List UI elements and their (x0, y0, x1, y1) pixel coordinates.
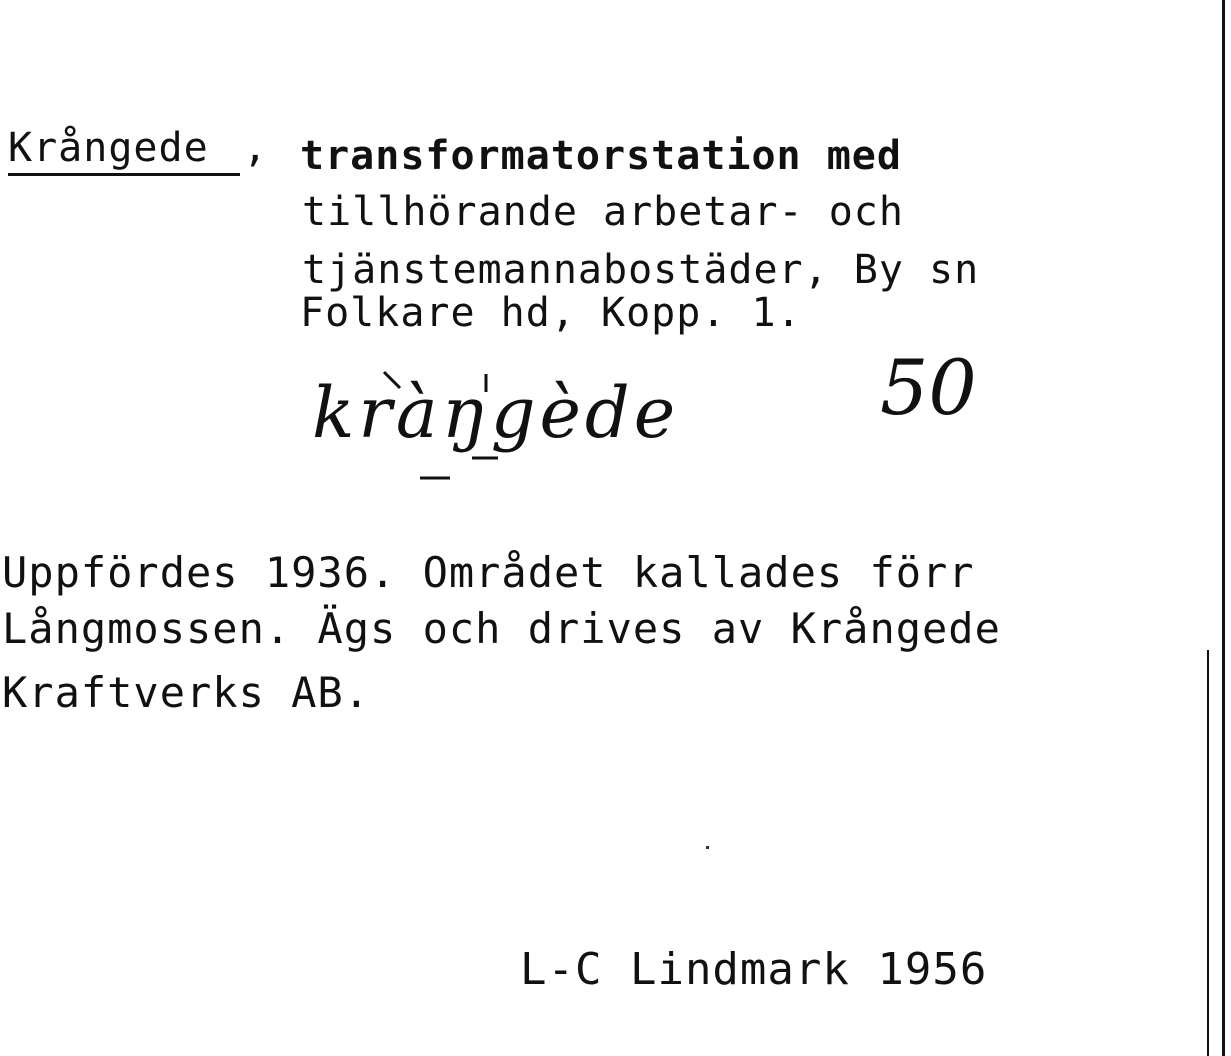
headword-comma: , (243, 125, 269, 171)
handwritten-pronunciation: kràŋgède (312, 372, 680, 454)
definition-line-3: tjänstemannabostäder, By sn (302, 247, 980, 293)
note-line-1: Uppfördes 1936. Området kallades förr (2, 548, 975, 597)
scan-speck (706, 846, 709, 849)
card-right-edge (1222, 0, 1225, 1056)
pronunciation-marks (300, 360, 640, 500)
note-line-2: Långmossen. Ägs och drives av Krångede (2, 604, 1001, 653)
note-line-3: Kraftverks AB. (2, 668, 371, 717)
handwritten-number: 50 (880, 343, 977, 432)
headword: Krångede (8, 125, 209, 171)
definition-line-2: tillhörande arbetar- och (302, 189, 904, 235)
card-right-edge-lower (1207, 650, 1209, 1056)
signature: L-C Lindmark 1956 (520, 944, 988, 995)
headword-underline (8, 173, 240, 176)
definition-line-4: Folkare hd, Kopp. 1. (300, 290, 802, 336)
definition-line-1: transformatorstation med (300, 133, 902, 179)
